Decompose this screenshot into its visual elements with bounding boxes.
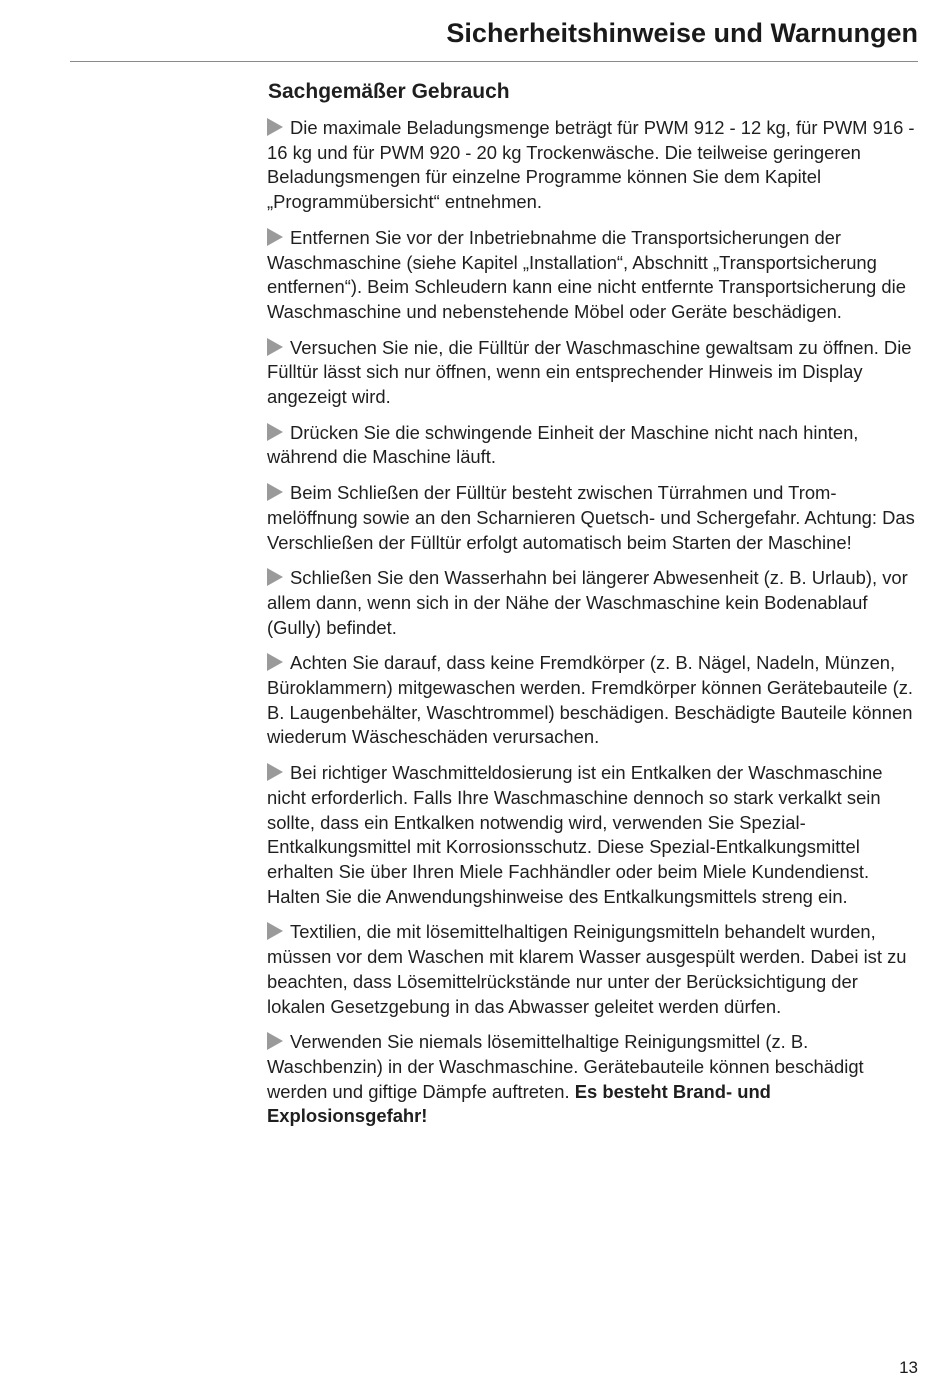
triangle-bullet-icon: [267, 763, 283, 781]
warning-text: Die maximale Beladungsmenge beträgt für PWM 912 - 12 kg, für PWM 916 - 16 kg und für PWM 920 - 20 kg Trockenwäsche. Die teilweise geringeren Beladungsmengen für einzelne Programme können Sie dem Kapitel „Programmübersicht“ entnehmen.: [267, 117, 915, 213]
warning-item: [267, 1030, 919, 1129]
warning-text: Verwenden Sie niemals lösemittelhaltige Reinigungsmittel (z. B. Waschbenzin) in der Waschmaschine. Gerätebauteile können beschädigt werden und giftige Dämpfe auftreten.: [267, 1031, 864, 1102]
warning-item: [267, 920, 919, 1019]
warning-text: Versuchen Sie nie, die Fülltür der Waschmaschine gewaltsam zu öffnen. Die Fülltür lässt sich nur öffnen, wenn ein entsprechender Hinweis im Display angezeigt wird.: [267, 336, 912, 408]
warning-text: Drücken Sie die schwingende Einheit der Maschine nicht nach hinten, während die Maschine läuft.: [267, 421, 859, 468]
triangle-bullet-icon: [267, 423, 283, 441]
warning-item: [267, 116, 919, 215]
warning-item: [267, 761, 919, 909]
triangle-bullet-icon: [267, 118, 283, 136]
page-number: 13: [899, 1358, 918, 1377]
warning-text: Schließen Sie den Wasserhahn bei längerer Abwesenheit (z. B. Urlaub), vor allem dann, wenn sich in der Nähe der Waschmaschine kein Bodenablauf (Gully) befindet.: [267, 567, 908, 638]
warning-text: Entfernen Sie vor der Inbetriebnahme die Transportsicherungen der Waschmaschine (siehe Kapitel „Installation“, Abschnitt „Transportsicherung entfernen“). Beim Schleudern kann eine nicht entfernte Transportsicherung die Waschmaschine und nebenstehende Möbel oder Geräte beschädigen.: [267, 226, 906, 322]
triangle-bullet-icon: [267, 228, 283, 246]
triangle-bullet-icon: [267, 483, 283, 501]
warning-item: [267, 651, 919, 750]
header-divider: [70, 61, 918, 62]
triangle-bullet-icon: [267, 1032, 283, 1050]
danger-warning-text: Es besteht Brand- und Explosionsgefahr!: [267, 1080, 771, 1127]
warning-text: Achten Sie darauf, dass keine Fremdkörper (z. B. Nägel, Nadeln, Münzen, Büroklammern) mitgewaschen werden. Fremdkörper können Gerätebauteile (z. B. Laugenbehälter, Waschtrommel) beschädigen. Beschädigte Bauteile können wiederum Wäscheschäden verursachen.: [267, 652, 914, 748]
triangle-bullet-icon: [267, 338, 283, 356]
warning-text: Textilien, die mit lösemittelhaltigen Reinigungsmitteln behandelt wurden, müssen vor dem Waschen mit klarem Wasser ausgespült werden. Dabei ist zu beachten, dass Lösemittelrückstände nur unter der Berücksichtigung der lokalen Gesetzgebung in das Abwasser geleitet werden dürfen.: [267, 921, 907, 1017]
warning-text: Beim Schließen der Fülltür besteht zwischen Türrahmen und Trommelöffnung sowie an den Scharnieren Quetsch- und Schergefahr. Achtung: Das Verschließen der Fülltür erfolgt automatisch beim Starten der Maschine!: [267, 482, 915, 553]
warning-item: [267, 226, 919, 325]
warning-item: [267, 566, 919, 640]
warning-item: [267, 421, 919, 470]
warning-item: [267, 336, 919, 410]
triangle-bullet-icon: [267, 922, 283, 940]
warning-item: [267, 481, 919, 555]
page-header-title: Sicherheitshinweise und Warnungen: [446, 18, 918, 48]
warning-text: Bei richtiger Waschmitteldosierung ist ein Entkalken der Waschmaschine nicht erforderlich. Falls Ihre Waschmaschine dennoch so stark verkalkt sein sollte, dass ein Entkalken notwendig wird, verwenden Sie Spezial-Entkalkungsmittel mit Korrosionsschutz. Diese Spezial-Entkalkungsmittel erhalten Sie über Ihren Miele Fachhändler oder beim Miele Kundendienst. Halten Sie die Anwendungshinweise des Entkalkungsmittels streng ein.: [267, 762, 883, 907]
triangle-bullet-icon: [267, 568, 283, 586]
section-heading: Sachgemäßer Gebrauch: [268, 80, 510, 103]
triangle-bullet-icon: [267, 653, 283, 671]
warning-list: [267, 116, 919, 1140]
